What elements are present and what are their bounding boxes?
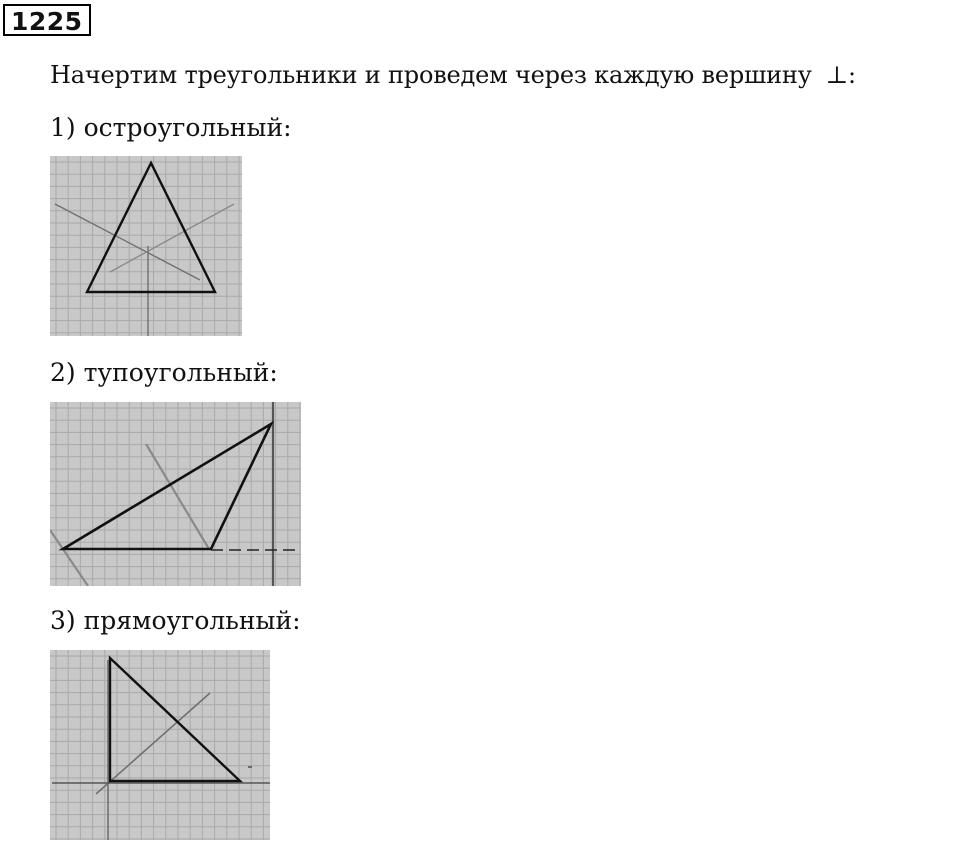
obtuse-triangle-figure — [50, 402, 301, 586]
problem-statement-text: Начертим треугольники и проведем через каждую вершину — [50, 61, 812, 89]
perpendicular-symbol: ⊥: — [825, 61, 856, 89]
item-right-label: 3) прямоугольный: — [50, 606, 301, 635]
problem-number: 1225 — [3, 4, 91, 36]
problem-statement — [50, 59, 856, 91]
grid — [50, 156, 242, 336]
grid-background — [50, 156, 242, 336]
acute-triangle-figure — [50, 156, 242, 336]
grid-background — [50, 650, 270, 840]
item-acute-label: 1) остроугольный: — [50, 113, 292, 142]
item-obtuse-label: 2) тупоугольный: — [50, 358, 278, 387]
grid — [50, 650, 270, 840]
right-triangle-figure — [50, 650, 270, 840]
